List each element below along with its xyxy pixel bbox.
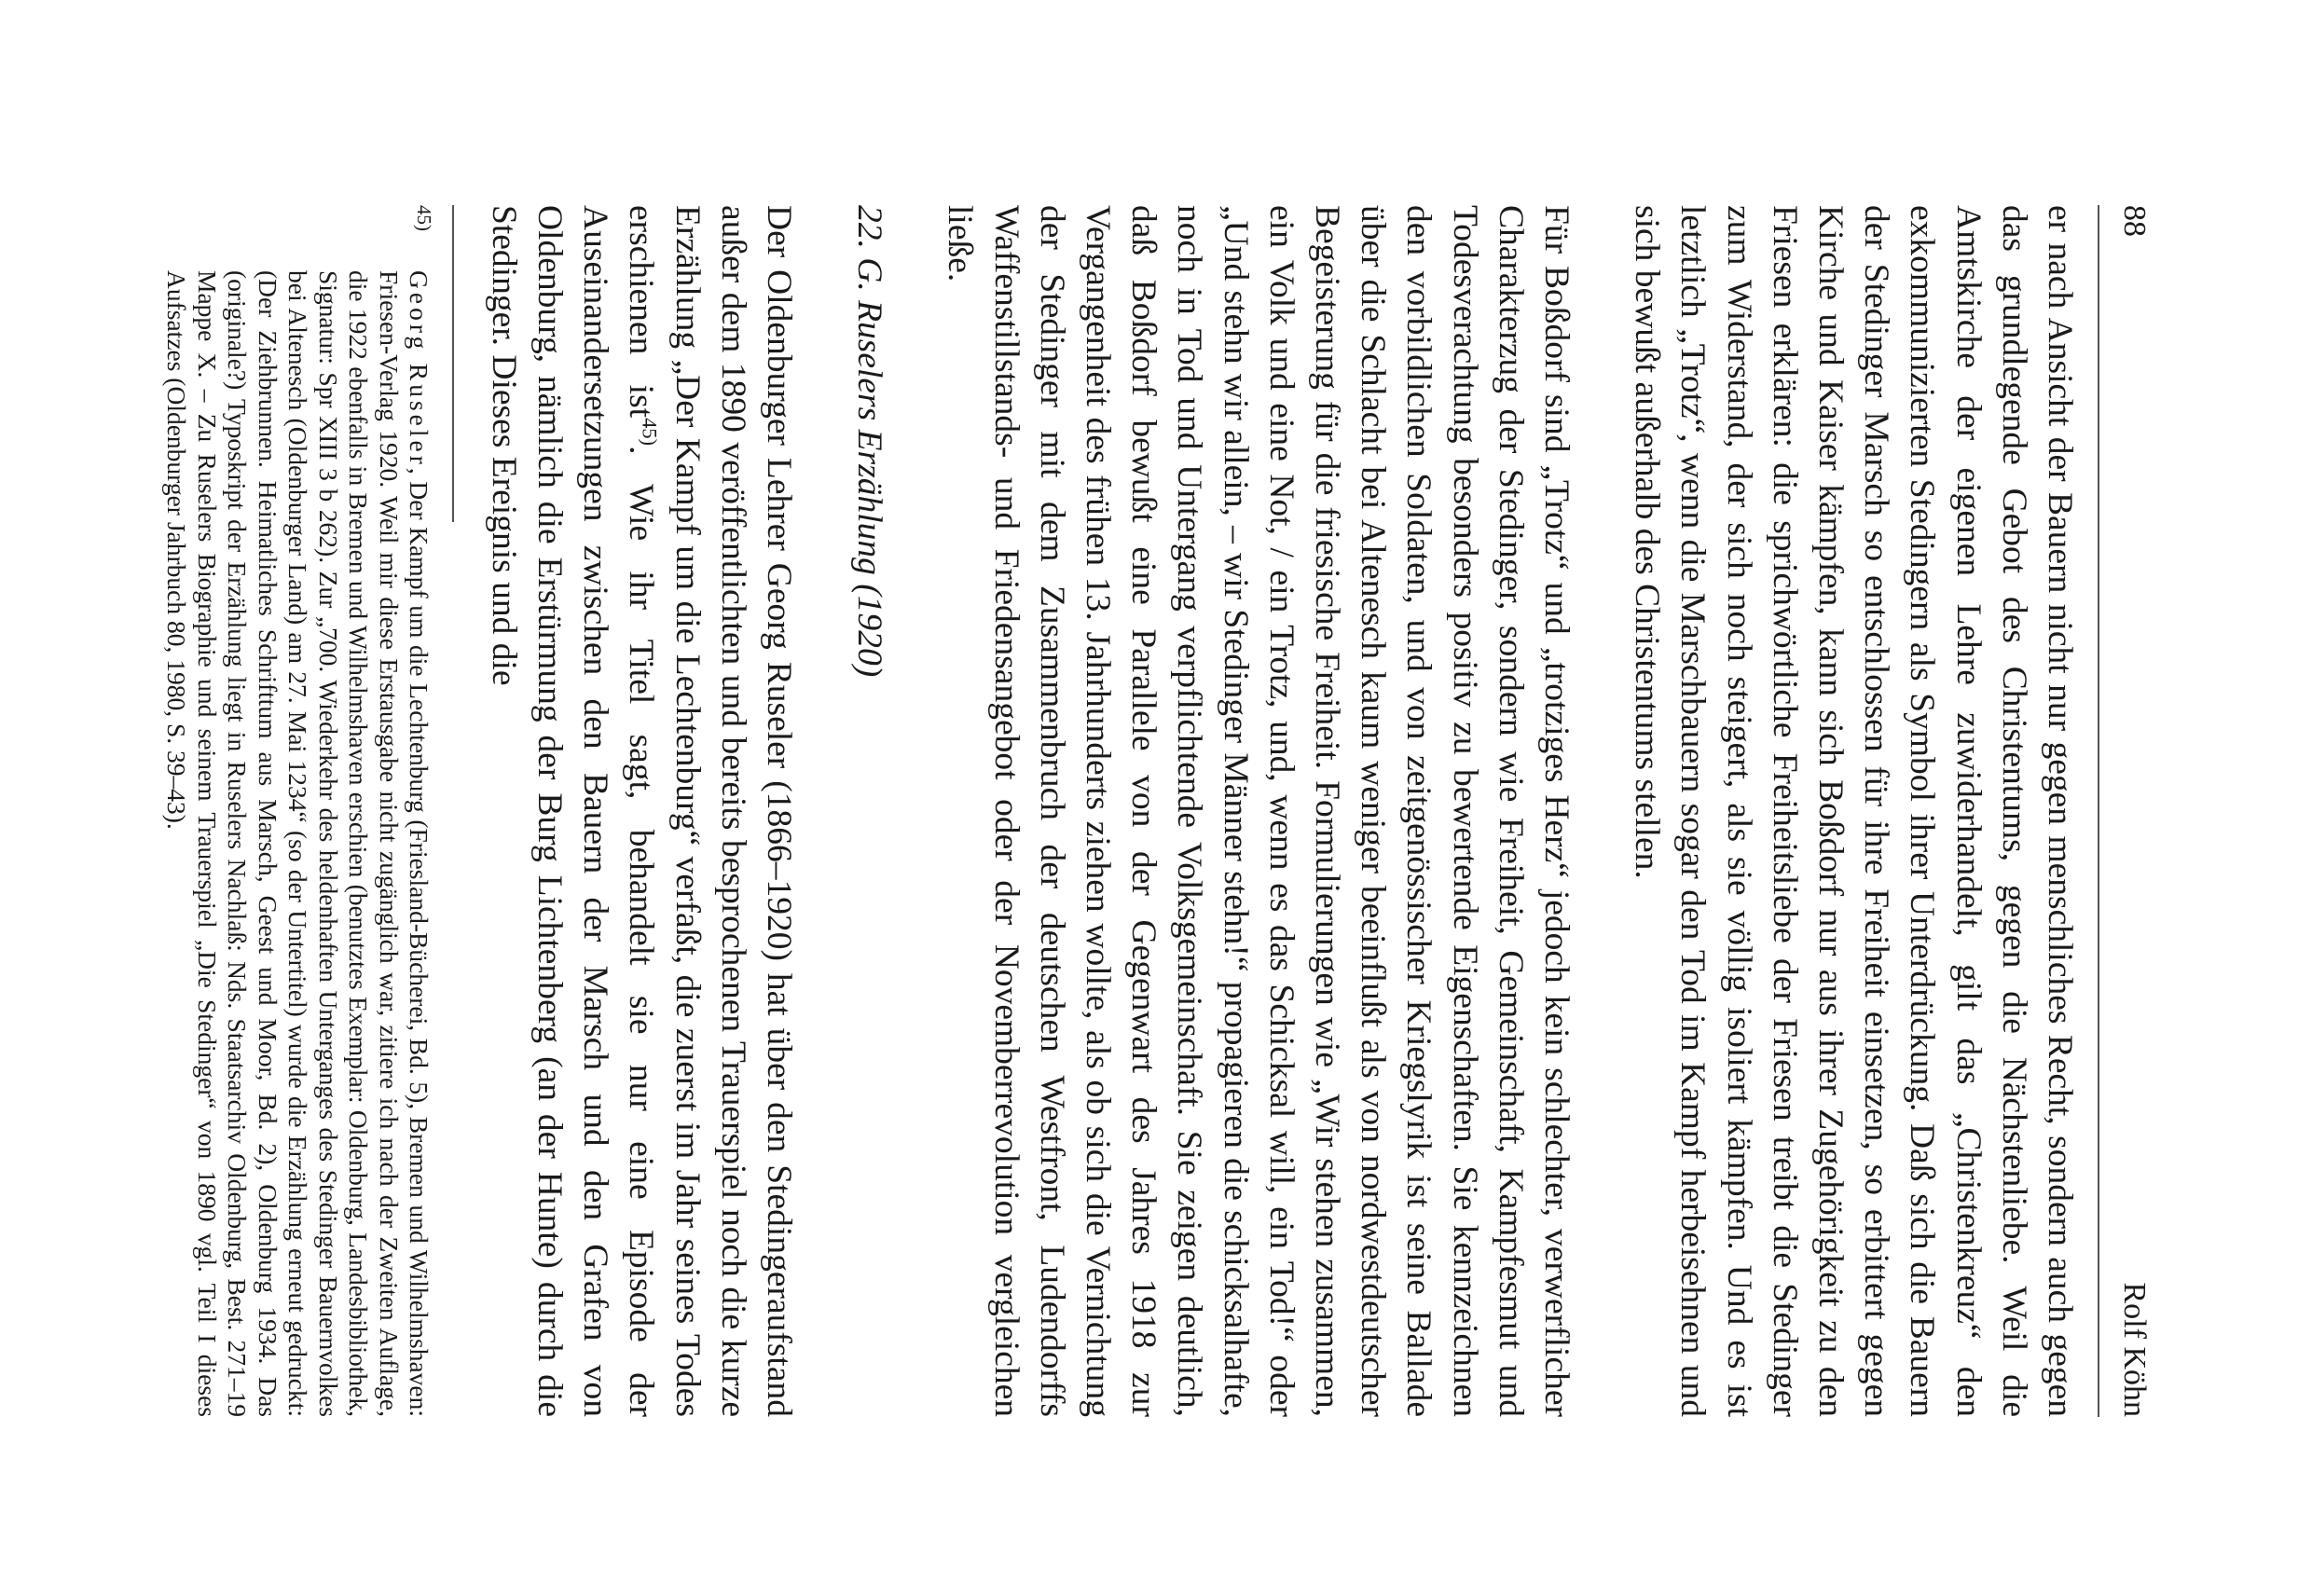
footnote-mark: 45) [413,205,436,231]
page-header [2098,205,2155,1417]
running-head: Rolf Köhn [2117,1282,2152,1417]
footnote-divider [453,205,455,522]
paragraph-3-text-a: Der Oldenburger Lehrer Georg Ruseler (1866–1920) hat über den Stedingeraufstand außer dem 1890 veröffentlichten und bereits besprochenen Trauerspiel noch die kurze Erzählung „Der Kampf um die Lechtenburg“ verfaßt, die zuerst im Jahr seines Todes erschienen ist [622,205,798,1417]
section-heading: 22. G. Ruselers Erzählung (1920) [850,205,889,678]
footnote-author: Georg Ruseler [405,270,434,468]
footnote [161,205,434,1417]
footnote-text: , Der Kampf um die Lechtenburg (Friesland-Bücherei, Bd. 5), Bremen und Wilhelmshaven: Friesen-Verlag 1920. Weil mir diese Erstausgabe nicht zugänglich war, zitiere ich nach der Zweiten Auflage, die 1922 ebenfalls in Bremen und Wilhelmshaven erschien (benutztes Exemplar: Oldenburg, Landesbibliothek, Signatur: Spr XIII 3 b 262). Zur „700. Wiederkehr des heldenhaften Unterganges des Stedinger Bauernvolkes bei Altenesch (Oldenburger Land) am 27. Mai 1234“ (so der Untertitel) wurde die Erzählung erneut gedruckt: (Der Ziehbrunnen. Heimatliches Schrifttum aus Marsch, Geest und Moor, Bd. 2), Oldenburg 1934. Das (originale?) Typoskript der Erzählung liegt in Ruselers Nachlaß: Nds. Staatsarchiv Oldenburg, Best. 271–19 Mappe X. – Zu Ruselers Biographie und seinem Trauerspiel „Die Stedinger“ von 1890 vgl. Teil I dieses Aufsatzes (Oldenburger Jahrbuch 80, 1980, S. 39–43). [162,270,434,1418]
paragraph-3-text-b: . Wie ihr Titel sagt, behandelt sie nur eine Episode der Auseinandersetzungen zwischen den Bauern der Marsch und den Grafen von Oldenburg, nämlich die Erstürmung der Burg Lichtenberg (an der Hunte) durch die Stedinger. Dieses Ereignis und die [484,205,661,1417]
footnote-reference: 45) [638,418,662,447]
body-text [161,205,2083,1417]
paragraph-3 [481,205,802,1417]
paragraph-1: er nach Ansicht der Bauern nicht nur gegen menschliches Recht, sondern auch gegen das grundlegende Gebot des Christentums, gegen die Nächstenliebe. Weil die Amtskirche der eigenen Lehre zuwiderhandelt, gilt das „Christenkreuz“ den exkommunizierten Stedingern als Symbol ihrer Unterdrückung. Daß sich die Bauern der Stedinger Marsch so entschlossen für ihre Freiheit einsetzen, so erbittert gegen Kirche und Kaiser kämpfen, kann sich Boßdorf nur aus ihrer Zugehörigkeit zu den Friesen erklären: die sprichwörtliche Freiheitsliebe der Friesen treibt die Stedinger zum Widerstand, der sich noch steigert, als sie völlig isoliert kämpfen. Und es ist letztlich „Trotz“, wenn die Marschbauern sogar den Tod im Kampf herbeisehnen und sich bewußt außerhalb des Christentums stellen. [1628,205,2079,1417]
paragraph-2: Für Boßdorf sind „Trotz“ und „trotziges Herz“ jedoch kein schlechter, verwerflicher Charakterzug der Stedinger, sondern wie Freiheit, Gemeinschaft, Kampfesmut und Todesverachtung besonders positiv zu bewertende Eigenschaften. Sie kennzeichnen den vorbildlichen Soldaten, und von zeitgenössischer Kriegslyrik ist seine Ballade über die Schlacht bei Altenesch kaum weniger beeinflußt als von nordwestdeutscher Begeisterung für die friesische Freiheit. Formulierungen wie „Wir stehen zusammen, ein Volk und eine Not, / ein Trotz, und, wenn es das Schicksal will, ein Tod!“ oder „Und stehn wir allein, – wir Stedinger Männer stehn!“ propagieren die schicksalhafte, noch in Tod und Untergang verpflichtende Volksgemeinschaft. Sie zeigen deutlich, daß Boßdorf bewußt eine Parallele von der Gegenwart des Jahres 1918 zur Vergangenheit des frühen 13. Jahrhunderts ziehen wollte, als ob sich die Vernichtung der Stedinger mit dem Zusammenbruch der deutschen Westfront, Ludendorffs Waffenstillstands- und Friedensangebot oder der Novemberrevolution vergleichen ließe. [941,205,1576,1417]
page-number: 88 [2117,205,2152,237]
